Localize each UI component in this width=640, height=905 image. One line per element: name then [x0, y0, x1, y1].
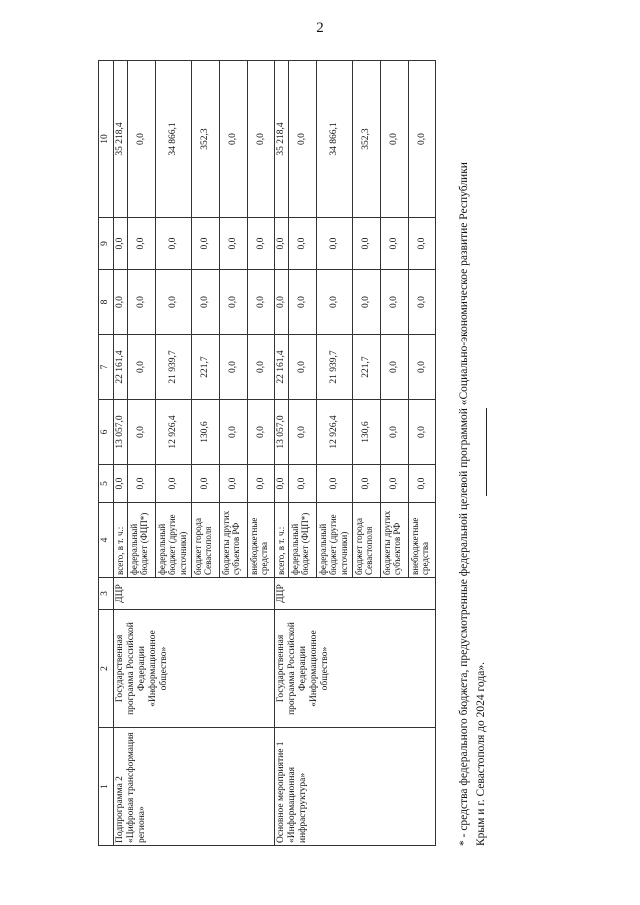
- amount-cell: 0,0: [220, 270, 248, 335]
- funding-source: федеральный бюджет (ФЦП*): [289, 503, 317, 578]
- amount-cell: 0,0: [192, 270, 220, 335]
- amount-cell: 0,0: [381, 465, 409, 503]
- amount-cell: 21 939,7: [317, 335, 353, 400]
- column-header: 6: [99, 400, 114, 465]
- amount-cell: 0,0: [248, 218, 275, 270]
- amount-cell: 0,0: [128, 400, 156, 465]
- amount-cell: 0,0: [220, 335, 248, 400]
- row-group-program: Государственная программа Российской Федерации «Информационное общество»: [114, 610, 275, 728]
- amount-cell: 22 161,4: [275, 335, 289, 400]
- amount-cell: 0,0: [248, 61, 275, 218]
- funding-source: федеральный бюджет (ФЦП*): [128, 503, 156, 578]
- amount-cell: 0,0: [317, 465, 353, 503]
- amount-cell: 35 218,4: [114, 61, 128, 218]
- amount-cell: 0,0: [317, 270, 353, 335]
- funding-source: бюджет города Севастополя: [192, 503, 220, 578]
- amount-cell: 0,0: [156, 465, 192, 503]
- amount-cell: 0,0: [409, 335, 436, 400]
- amount-cell: 0,0: [248, 400, 275, 465]
- amount-cell: 352,3: [353, 61, 381, 218]
- amount-cell: 12 926,4: [156, 400, 192, 465]
- amount-cell: 0,0: [248, 270, 275, 335]
- amount-cell: 0,0: [289, 335, 317, 400]
- funding-table: [98, 60, 436, 846]
- amount-cell: 0,0: [409, 270, 436, 335]
- column-header: 1: [99, 728, 114, 846]
- amount-cell: 0,0: [128, 218, 156, 270]
- funding-source: всего, в т. ч.:: [275, 503, 289, 578]
- amount-cell: 0,0: [409, 61, 436, 218]
- amount-cell: 0,0: [248, 465, 275, 503]
- row-group-name: Основное мероприятие 1 «Информационная инфраструктура»: [275, 728, 436, 846]
- amount-cell: 0,0: [289, 61, 317, 218]
- column-header: 8: [99, 270, 114, 335]
- footnote-line: * - средства федерального бюджета, предусмотренные федеральной целевой программой «Социально-экономическое развитие Республики: [458, 162, 470, 846]
- row-group-executor: ДЦР: [114, 578, 275, 610]
- amount-cell: 0,0: [192, 465, 220, 503]
- amount-cell: 0,0: [381, 61, 409, 218]
- amount-cell: 0,0: [381, 335, 409, 400]
- amount-cell: 0,0: [353, 465, 381, 503]
- amount-cell: 0,0: [275, 465, 289, 503]
- amount-cell: 0,0: [114, 270, 128, 335]
- amount-cell: 12 926,4: [317, 400, 353, 465]
- amount-cell: 22 161,4: [114, 335, 128, 400]
- column-header: 3: [99, 578, 114, 610]
- funding-source: федеральный бюджет (другие источники): [156, 503, 192, 578]
- funding-source: федеральный бюджет (другие источники): [317, 503, 353, 578]
- amount-cell: 0,0: [289, 270, 317, 335]
- amount-cell: 13 057,0: [275, 400, 289, 465]
- column-header: 5: [99, 465, 114, 503]
- amount-cell: 0,0: [409, 400, 436, 465]
- table-row: [275, 61, 289, 846]
- amount-cell: 0,0: [128, 61, 156, 218]
- funding-source: внебюджетные средства: [248, 503, 275, 578]
- row-group-executor: ДЦР: [275, 578, 436, 610]
- amount-cell: 221,7: [192, 335, 220, 400]
- amount-cell: 21 939,7: [156, 335, 192, 400]
- amount-cell: 0,0: [156, 270, 192, 335]
- header-row: [99, 61, 114, 846]
- row-group-program: Государственная программа Российской Федерации «Информационное общество»: [275, 610, 436, 728]
- amount-cell: 0,0: [248, 335, 275, 400]
- amount-cell: 0,0: [156, 218, 192, 270]
- funding-source: всего, в т. ч.:: [114, 503, 128, 578]
- amount-cell: 130,6: [353, 400, 381, 465]
- amount-cell: 0,0: [275, 270, 289, 335]
- column-header: 4: [99, 503, 114, 578]
- footnote: [456, 61, 489, 846]
- funding-source: внебюджетные средства: [409, 503, 436, 578]
- funding-source: бюджеты других субъектов РФ: [220, 503, 248, 578]
- amount-cell: 0,0: [353, 270, 381, 335]
- amount-cell: 0,0: [381, 400, 409, 465]
- amount-cell: 0,0: [220, 400, 248, 465]
- amount-cell: 34 866,1: [156, 61, 192, 218]
- amount-cell: 0,0: [353, 218, 381, 270]
- amount-cell: 13 057,0: [114, 400, 128, 465]
- table-row: [114, 61, 128, 846]
- amount-cell: 0,0: [128, 465, 156, 503]
- column-header: 2: [99, 610, 114, 728]
- amount-cell: 0,0: [289, 400, 317, 465]
- amount-cell: 221,7: [353, 335, 381, 400]
- amount-cell: 0,0: [289, 218, 317, 270]
- column-header: 10: [99, 61, 114, 218]
- amount-cell: 0,0: [192, 218, 220, 270]
- amount-cell: 0,0: [409, 465, 436, 503]
- amount-cell: 0,0: [220, 61, 248, 218]
- amount-cell: 35 218,4: [275, 61, 289, 218]
- amount-cell: 352,3: [192, 61, 220, 218]
- amount-cell: 0,0: [275, 218, 289, 270]
- amount-cell: 0,0: [114, 218, 128, 270]
- footnote-line: Крым и г. Севастополя до 2024 года».: [474, 662, 487, 846]
- funding-source: бюджеты других субъектов РФ: [381, 503, 409, 578]
- column-header: 9: [99, 218, 114, 270]
- funding-source: бюджет города Севастополя: [353, 503, 381, 578]
- amount-cell: 34 866,1: [317, 61, 353, 218]
- amount-cell: 0,0: [128, 335, 156, 400]
- amount-cell: 0,0: [381, 218, 409, 270]
- page-number: 2: [316, 20, 324, 36]
- amount-cell: 0,0: [289, 465, 317, 503]
- amount-cell: 0,0: [317, 218, 353, 270]
- amount-cell: 0,0: [220, 218, 248, 270]
- amount-cell: 0,0: [409, 218, 436, 270]
- row-group-name: Подпрограмма 2 «Цифровая трансформация региона»: [114, 728, 275, 846]
- amount-cell: 0,0: [220, 465, 248, 503]
- amount-cell: 0,0: [381, 270, 409, 335]
- table-container: [98, 61, 453, 846]
- amount-cell: 0,0: [128, 270, 156, 335]
- column-header: 7: [99, 335, 114, 400]
- amount-cell: 0,0: [114, 465, 128, 503]
- amount-cell: 130,6: [192, 400, 220, 465]
